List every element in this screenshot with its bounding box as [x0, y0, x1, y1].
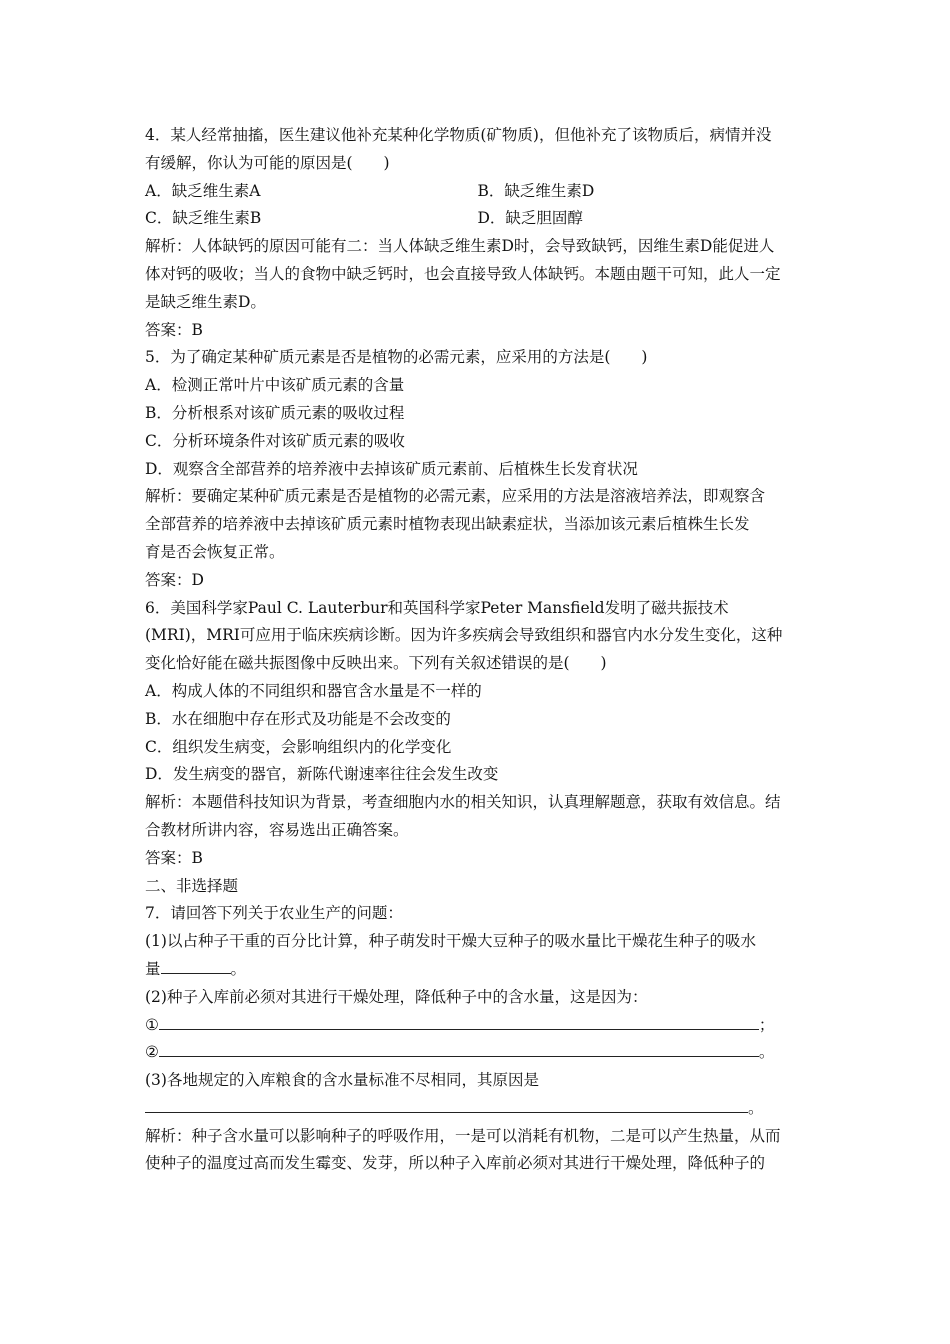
q7-part2-blank1[interactable] — [159, 1012, 759, 1030]
q6-option-b: B．水在细胞中存在形式及功能是不会改变的 — [145, 709, 451, 728]
document-page — [145, 122, 810, 1178]
q5-option-d: D．观察含全部营养的培养液中去掉该矿质元素前、后植株生长发育状况 — [145, 459, 638, 478]
q7-part1-end: 。 — [230, 959, 247, 978]
q5-stem: 5．为了确定某种矿质元素是否是植物的必需元素，应采用的方法是( ) — [145, 348, 648, 367]
q6-option-d: D．发生病变的器官，新陈代谢速率往往会发生改变 — [145, 765, 499, 784]
q4-option-d: D．缺乏胆固醇 — [477, 209, 583, 228]
q7-part2-item2 — [145, 1039, 810, 1067]
q4-options-row2 — [145, 205, 810, 233]
q4-explanation-line2: 体对钙的吸收；当人的食物中缺乏钙时，也会直接导致人体缺钙。本题由题干可知，此人一定 — [145, 264, 781, 283]
q7-explanation-line2: 使种子的温度过高而发生霉变、发芽，所以种子入库前必须对其进行干燥处理，降低种子的 — [145, 1154, 766, 1173]
q6-stem-line1: 6．美国科学家Paul C. Lauterbur和英国科学家Peter Mansfield发明了磁共振技术 — [145, 598, 729, 617]
q5-option-c: C．分析环境条件对该矿质元素的吸收 — [145, 431, 405, 450]
q7-part1-line1: (1)以占种子干重的百分比计算，种子萌发时干燥大豆种子的吸水量比干燥花生种子的吸水 — [145, 932, 756, 951]
circled-one-marker: ① — [145, 1015, 159, 1034]
q7-part1-line2 — [145, 956, 810, 984]
q7-part3: (3)各地规定的入库粮食的含水量标准不尽相同，其原因是 — [145, 1071, 539, 1090]
q5-explanation-line3: 育是否会恢复正常。 — [145, 542, 285, 561]
q6-stem-line3: 变化恰好能在磁共振图像中反映出来。下列有关叙述错误的是( ) — [145, 654, 607, 673]
circled-two-marker: ② — [145, 1043, 159, 1062]
q7-part3-end: 。 — [748, 1098, 764, 1117]
q5-option-a: A．检测正常叶片中该矿质元素的含量 — [145, 376, 405, 395]
q7-part2-item1-end: ； — [758, 1015, 775, 1034]
q4-explanation-line1: 解析：人体缺钙的原因可能有二：当人体缺乏维生素D时，会导致缺钙，因维生素D能促进人 — [145, 237, 775, 256]
q4-explanation-line3: 是缺乏维生素D。 — [145, 292, 266, 311]
q5-answer: 答案：D — [145, 570, 204, 589]
q4-option-b: B．缺乏维生素D — [477, 181, 595, 200]
q6-option-c: C．组织发生病变，会影响组织内的化学变化 — [145, 737, 452, 756]
q4-answer: 答案：B — [145, 320, 203, 339]
q6-option-a: A．构成人体的不同组织和器官含水量是不一样的 — [145, 681, 482, 700]
q5-explanation-line2: 全部营养的培养液中去掉该矿质元素时植物表现出缺素症状，当添加该元素后植株生长发 — [145, 515, 750, 534]
q7-part1-text: 量 — [145, 959, 161, 978]
q7-part1-blank[interactable] — [161, 956, 231, 974]
q6-answer: 答案：B — [145, 848, 203, 867]
q4-options-row1 — [145, 178, 810, 206]
q4-option-a: A．缺乏维生素A — [145, 181, 261, 200]
q7-stem: 7．请回答下列关于农业生产的问题： — [145, 904, 403, 923]
q4-stem-line2: 有缓解，你认为可能的原因是( ) — [145, 153, 390, 172]
q6-explanation-line2: 合教材所讲内容，容易选出正确答案。 — [145, 820, 409, 839]
q7-part2: (2)种子入库前必须对其进行干燥处理，降低种子中的含水量，这是因为： — [145, 987, 648, 1006]
q7-part2-blank2[interactable] — [159, 1039, 759, 1057]
q7-part3-answer-line — [145, 1095, 810, 1123]
q4-stem-line1: 4．某人经常抽搐，医生建议他补充某种化学物质(矿物质)，但他补充了该物质后，病情并没 — [145, 126, 772, 144]
q7-explanation-line1: 解析：种子含水量可以影响种子的呼吸作用，一是可以消耗有机物，二是可以产生热量，从而 — [145, 1126, 781, 1145]
q4-option-c: C．缺乏维生素B — [145, 209, 262, 228]
section-heading: 二、非选择题 — [145, 876, 239, 895]
q7-part2-item2-end: 。 — [758, 1043, 775, 1062]
q5-explanation-line1: 解析：要确定某种矿质元素是否是植物的必需元素，应采用的方法是溶液培养法，即观察含 — [145, 487, 766, 506]
q7-part2-item1 — [145, 1012, 810, 1040]
q6-stem-line2: (MRI)，MRI可应用于临床疾病诊断。因为许多疾病会导致组织和器官内水分发生变化，这种 — [145, 626, 783, 645]
q6-explanation-line1: 解析：本题借科技知识为背景，考查细胞内水的相关知识，认真理解题意，获取有效信息。结 — [145, 793, 781, 812]
q7-part3-blank[interactable] — [145, 1095, 748, 1113]
q5-option-b: B．分析根系对该矿质元素的吸收过程 — [145, 403, 405, 422]
